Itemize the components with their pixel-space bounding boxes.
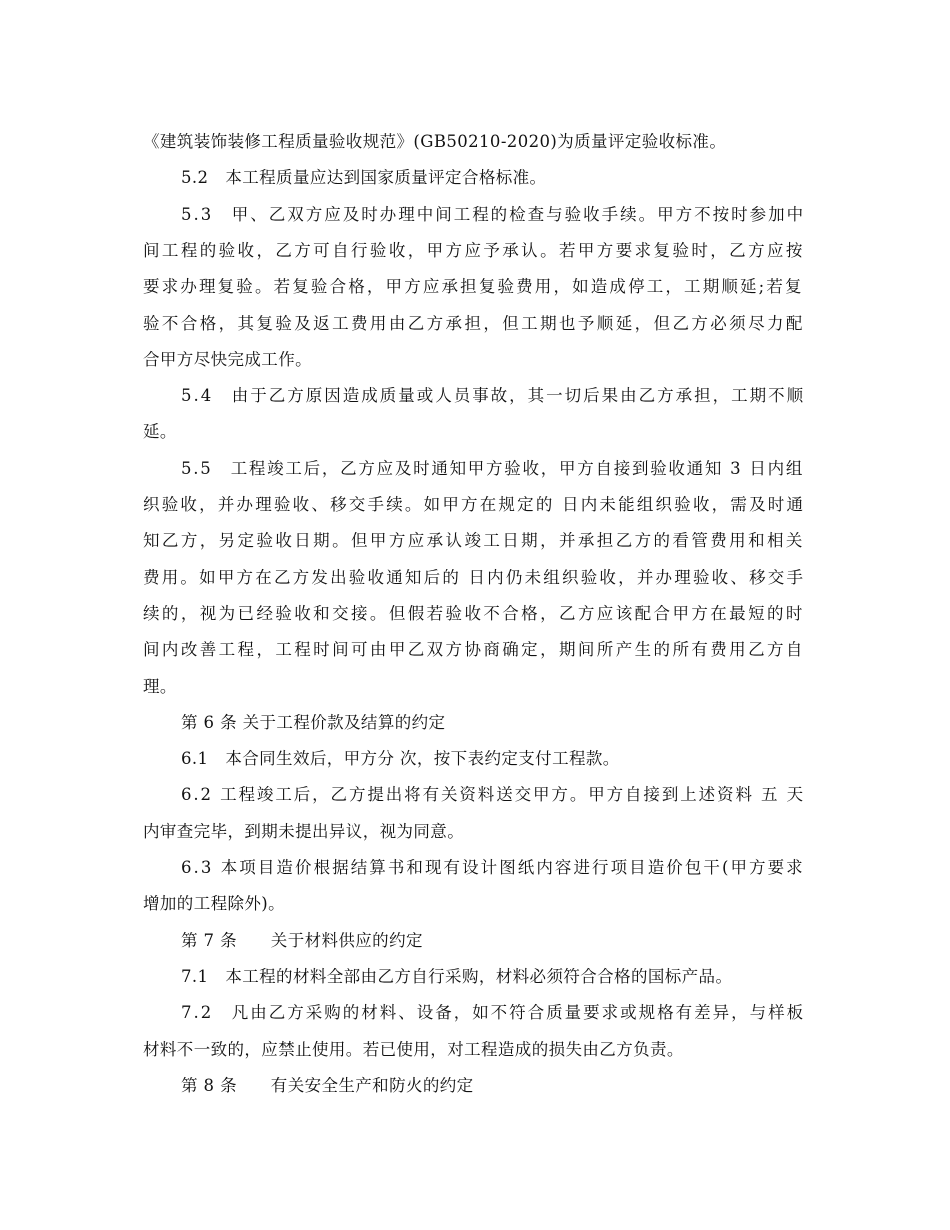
clause-5-3-line-2: 间工程的验收，乙方可自行验收，甲方应予承认。若甲方要求复验时，乙方应按 <box>143 241 805 260</box>
clause-5-3-line-5: 合甲方尽快完成工作。 <box>143 350 312 369</box>
clause-5-5-line-3: 知乙方，另定验收日期。但甲方应承认竣工日期，并承担乙方的看管费用和相关 <box>143 531 805 550</box>
article-6-heading: 第 6 条 关于工程价款及结算的约定 <box>181 713 446 732</box>
clause-5-4-line-1: 5.4 由于乙方原因造成质量或人员事故，其一切后果由乙方承担，工期不顺 <box>181 386 806 405</box>
clause-5-5-line-6: 间内改善工程，工程时间可由甲乙双方协商确定，期间所产生的所有费用乙方自 <box>143 640 805 659</box>
article-7-heading: 第 7 条 关于材料供应的约定 <box>181 931 423 950</box>
clause-7-2-line-2: 材料不一致的，应禁止使用。若已使用，对工程造成的损失由乙方负责。 <box>143 1040 684 1059</box>
article-8-heading: 第 8 条 有关安全生产和防火的约定 <box>181 1076 474 1095</box>
clause-6-3-line-1: 6.3 本项目造价根据结算书和现有设计图纸内容进行项目造价包干(甲方要求 <box>181 858 805 877</box>
clause-6-1: 6.1 本合同生效后，甲方分 次，按下表约定支付工程款。 <box>181 749 620 768</box>
clause-5-4-line-2: 延。 <box>143 422 177 441</box>
clause-5-2: 5.2 本工程质量应达到国家质量评定合格标准。 <box>181 168 547 187</box>
clause-5-5-line-4: 费用。如甲方在乙方发出验收通知后的 日内仍未组织验收，并办理验收、移交手 <box>143 568 806 587</box>
text-line-continuation-standard: 《建筑装饰装修工程质量验收规范》(GB50210-2020)为质量评定验收标准。 <box>143 132 727 151</box>
clause-5-5-line-1: 5.5 工程竣工后，乙方应及时通知甲方验收，甲方自接到验收通知 3 日内组 <box>181 459 805 478</box>
clause-5-3-line-4: 验不合格，其复验及返工费用由乙方承担，但工期也予顺延，但乙方必须尽力配 <box>143 314 805 333</box>
clause-7-1: 7.1 本工程的材料全部由乙方自行采购，材料必须符合合格的国标产品。 <box>181 967 733 986</box>
clause-5-5-line-2: 织验收，并办理验收、移交手续。如甲方在规定的 日内未能组织验收，需及时通 <box>143 495 806 514</box>
clause-7-2-line-1: 7.2 凡由乙方采购的材料、设备，如不符合质量要求或规格有差异，与样板 <box>181 1003 806 1022</box>
clause-5-5-line-5: 续的，视为已经验收和交接。但假若验收不合格，乙方应该配合甲方在最短的时 <box>143 604 805 623</box>
clause-6-2-line-1: 6.2 工程竣工后，乙方提出将有关资料送交甲方。甲方自接到上述资料 五 天 <box>181 785 805 804</box>
clause-5-3-line-3: 要求办理复验。若复验合格，甲方应承担复验费用，如造成停工，工期顺延;若复 <box>143 277 804 296</box>
clause-6-3-line-2: 增加的工程除外)。 <box>143 894 286 913</box>
clause-5-3-line-1: 5.3 甲、乙双方应及时办理中间工程的检查与验收手续。甲方不按时参加中 <box>181 205 806 224</box>
clause-6-2-line-2: 内审查完毕，到期未提出异议，视为同意。 <box>143 822 465 841</box>
clause-5-5-line-7: 理。 <box>143 677 177 696</box>
